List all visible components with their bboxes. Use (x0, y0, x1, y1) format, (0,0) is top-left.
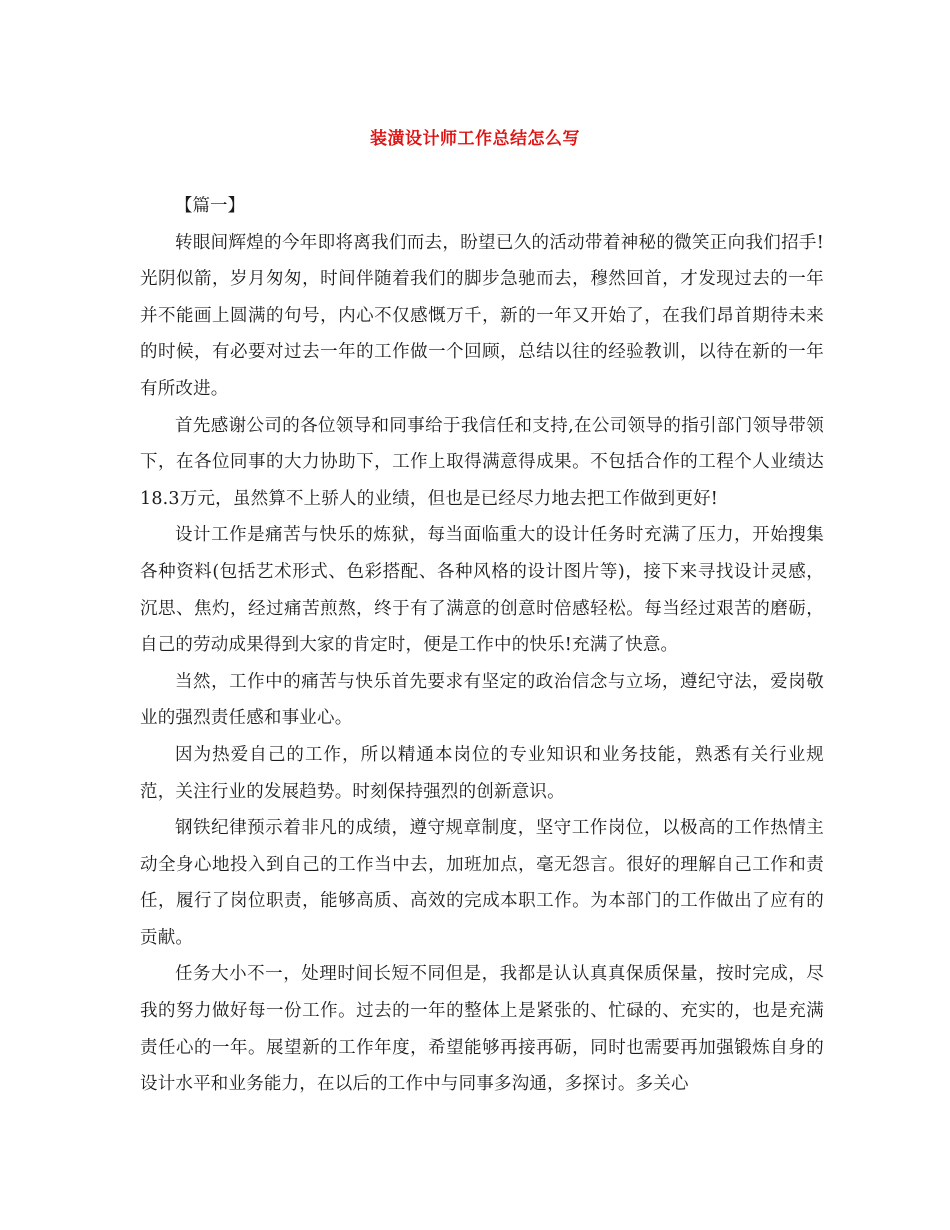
paragraph-5: 因为热爱自己的工作，所以精通本岗位的专业知识和业务技能，熟悉有关行业规范，关注行业的发展趋势。时刻保持强烈的创新意识。 (140, 744, 824, 802)
paragraph-2: 首先感谢公司的各位领导和同事给于我信任和支持,在公司领导的指引部门领导带领下，在各位同事的大力协助下，工作上取得满意得成果。不包括合作的工程个人业绩达18.3万元，虽然算不上骄人的业绩，但也是已经尽力地去把工作做到更好! (140, 415, 824, 509)
section-label: 【篇一】 (175, 196, 245, 216)
document-title: 装潢设计师工作总结怎么写 (370, 129, 580, 149)
paragraph-4: 当然，工作中的痛苦与快乐首先要求有坚定的政治信念与立场，遵纪守法，爱岗敬业的强烈责任感和事业心。 (140, 671, 824, 729)
paragraph-3: 设计工作是痛苦与快乐的炼狱，每当面临重大的设计任务时充满了压力，开始搜集各种资料(包括艺术形式、色彩搭配、各种风格的设计图片等)，接下来寻找设计灵感，沉思、焦灼，经过痛苦煎熬，终于有了满意的创意时倍感轻松。每当经过艰苦的磨砺，自己的劳动成果得到大家的肯定时，便是工作中的快乐!充满了快意。 (140, 525, 824, 656)
document-body (140, 188, 824, 1103)
paragraph-7: 任务大小不一，处理时间长短不同但是，我都是认认真真保质保量，按时完成，尽我的努力做好每一份工作。过去的一年的整体上是紧张的、忙碌的、充实的，也是充满责任心的一年。展望新的工作年度，希望能够再接再砺，同时也需要再加强锻炼自身的设计水平和业务能力，在以后的工作中与同事多沟通，多探讨。多关心 (140, 964, 824, 1095)
paragraph-1: 转眼间辉煌的今年即将离我们而去，盼望已久的活动带着神秘的微笑正向我们招手!光阴似箭，岁月匆匆，时间伴随着我们的脚步急驰而去，穆然回首，才发现过去的一年并不能画上圆满的句号，内心不仅感慨万千，新的一年又开始了，在我们昂首期待未来的时候，有必要对过去一年的工作做一个回顾，总结以往的经验教训，以待在新的一年有所改进。 (140, 232, 824, 399)
paragraph-6: 钢铁纪律预示着非凡的成绩，遵守规章制度，坚守工作岗位，以极高的工作热情主动全身心地投入到自己的工作当中去，加班加点，毫无怨言。很好的理解自己工作和责任，履行了岗位职责，能够高质、高效的完成本职工作。为本部门的工作做出了应有的贡献。 (140, 818, 824, 948)
